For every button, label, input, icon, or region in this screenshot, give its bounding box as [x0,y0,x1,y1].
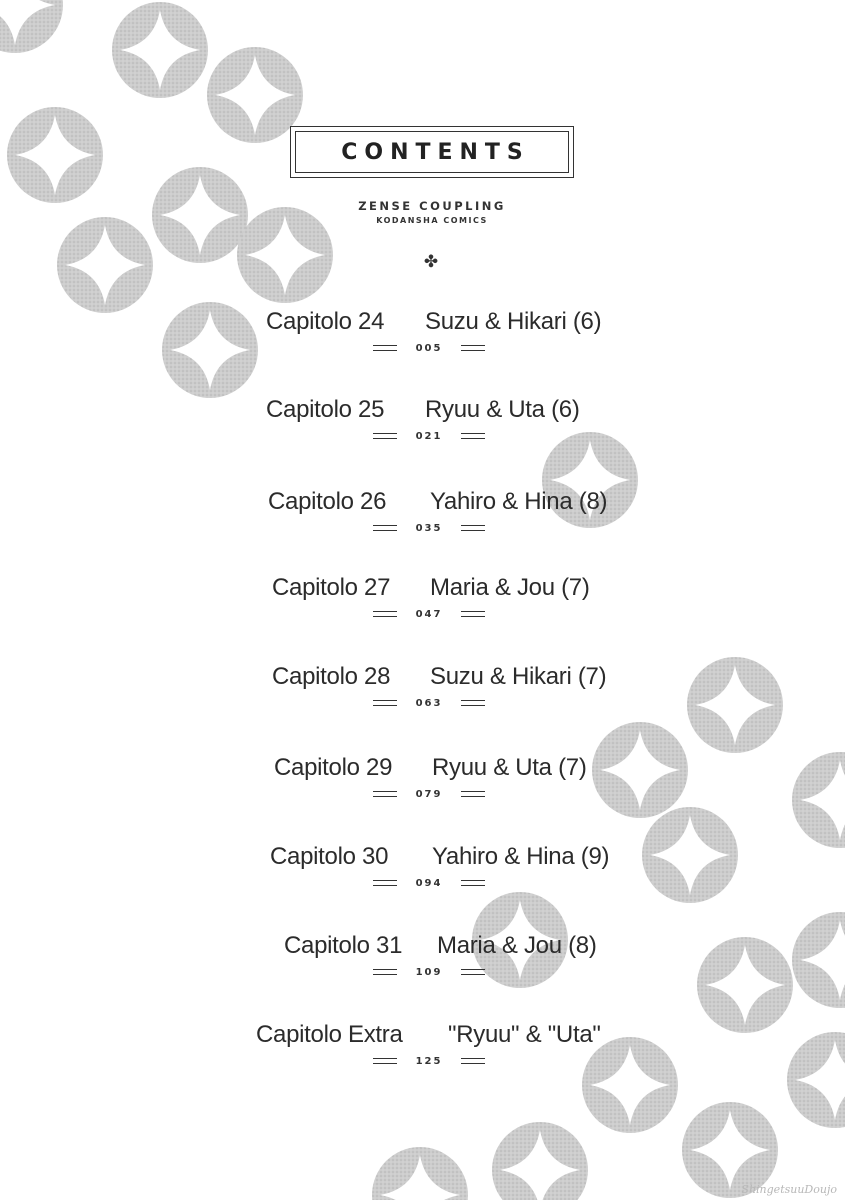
toc-entry-24[interactable] [0,308,845,368]
page-number: 021 [415,430,443,442]
divider-right [461,525,485,531]
chapter-subtitle: "Ryuu" & "Uta" [448,1021,601,1048]
chapter-label: Capitolo 31 [284,932,403,959]
toc-entry-31[interactable] [0,932,845,992]
chapter-subtitle: Ryuu & Uta (7) [432,754,587,781]
divider-left [373,1058,397,1064]
chapter-label: Capitolo 24 [266,308,385,335]
divider-right [461,611,485,617]
chapter-label: Capitolo 27 [272,574,391,601]
page-number: 035 [415,522,443,534]
divider-right [461,1058,485,1064]
chapter-subtitle: Maria & Jou (8) [437,932,597,959]
divider-left [373,969,397,975]
divider-left [373,700,397,706]
page-number: 079 [415,788,443,800]
divider-right [461,791,485,797]
chapter-label: Capitolo 25 [266,396,385,423]
chapter-subtitle: Yahiro & Hina (8) [430,488,608,515]
page-number: 063 [415,697,443,709]
scanlation-watermark: ShingetsuuDoujo [741,1183,837,1196]
divider-right [461,433,485,439]
divider-left [373,433,397,439]
toc-entry-25[interactable] [0,396,845,456]
divider-left [373,525,397,531]
divider-right [461,700,485,706]
chapter-subtitle: Suzu & Hikari (6) [425,308,602,335]
toc-entry-27[interactable] [0,574,845,634]
toc-entry-extra[interactable] [0,1021,845,1081]
divider-left [373,791,397,797]
chapter-label: Capitolo 30 [270,843,389,870]
chapter-label: Capitolo 29 [274,754,393,781]
divider-left [373,345,397,351]
toc-entry-26[interactable] [0,488,845,548]
divider-right [461,345,485,351]
series-name: ZENSE COUPLING [358,199,506,213]
chapter-subtitle: Ryuu & Uta (6) [425,396,580,423]
page-number: 094 [415,877,443,889]
divider-left [373,880,397,886]
chapter-label: Capitolo 28 [272,663,391,690]
toc-entry-28[interactable] [0,663,845,723]
publisher-name: KODANSHA COMICS [376,216,488,225]
contents-title-frame [290,126,574,178]
page-number: 047 [415,608,443,620]
divider-left [373,611,397,617]
toc-entry-29[interactable] [0,754,845,814]
chapter-subtitle: Yahiro & Hina (9) [432,843,610,870]
divider-right [461,880,485,886]
chapter-label: Capitolo Extra [256,1021,403,1048]
toc-entry-30[interactable] [0,843,845,903]
page-number: 005 [415,342,443,354]
flower-ornament-icon: ✤ [423,252,439,272]
chapter-label: Capitolo 26 [268,488,387,515]
page-number: 125 [415,1055,443,1067]
page-number: 109 [415,966,443,978]
divider-right [461,969,485,975]
chapter-subtitle: Maria & Jou (7) [430,574,590,601]
chapter-subtitle: Suzu & Hikari (7) [430,663,607,690]
contents-title: CONTENTS [341,139,530,165]
